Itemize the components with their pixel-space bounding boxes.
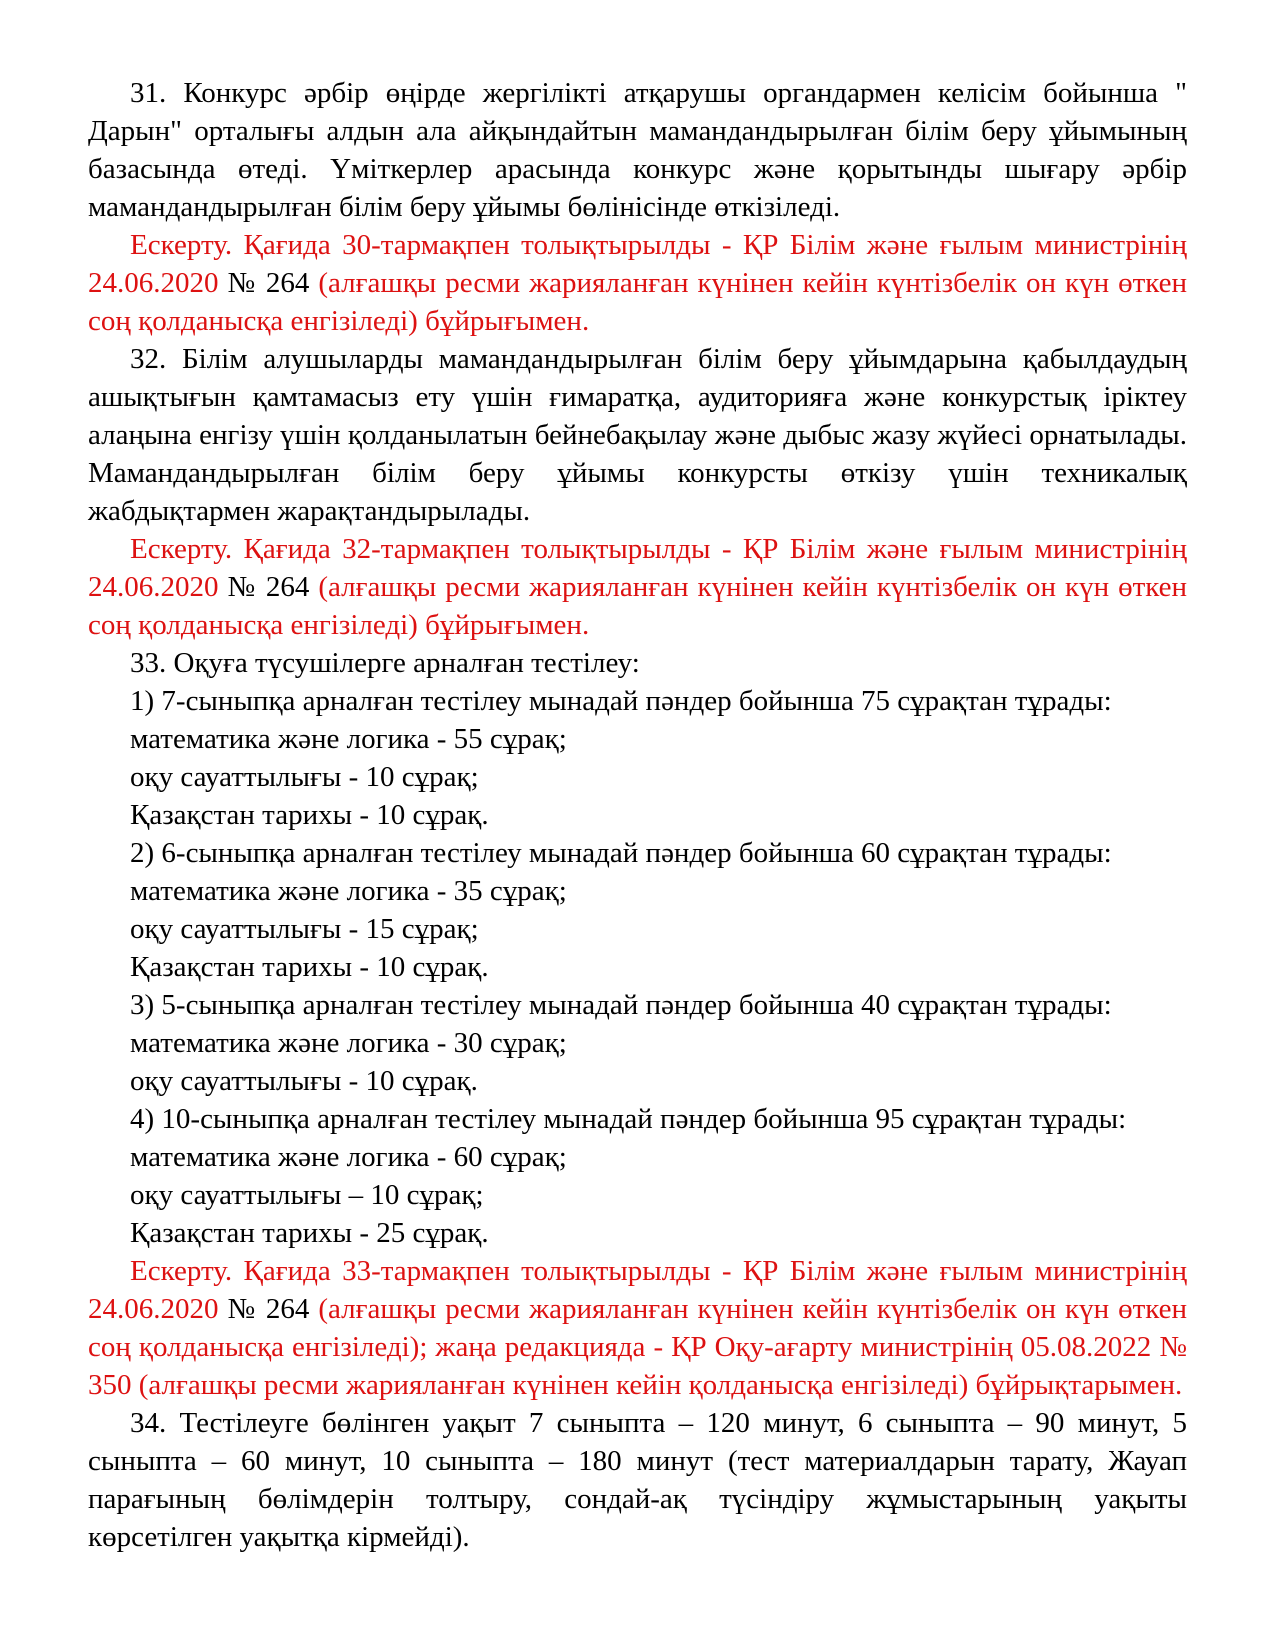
list-item-grade7 (88, 682, 1187, 720)
body-text-run: № 264 (227, 1293, 310, 1325)
list-item-grade10-math (88, 1138, 1187, 1176)
body-text-run: Қазақстан тарихы - 25 сұрақ. (130, 1217, 489, 1249)
document-body (88, 74, 1187, 1556)
body-text-run: оқу сауаттылығы - 15 сұрақ; (130, 913, 479, 945)
body-text-run: математика және логика - 35 сұрақ; (130, 875, 567, 907)
amendment-note-text: (алғашқы ресми жарияланған күнінен кейін күнтізбелік он күн өткен соң қолданысқа енгізіледі) бұйрығымен. (88, 267, 1188, 337)
body-text-run: Қазақстан тарихы - 10 сұрақ. (130, 951, 489, 983)
body-text-run: № 264 (227, 267, 310, 299)
body-text-run: оқу сауаттылығы - 10 сұрақ; (130, 761, 479, 793)
amendment-note-30 (88, 226, 1187, 340)
amendment-note-text: Ескерту. Қағида 33-тармақпен толықтырылды - ҚР Білім және ғылым министрінің 24.06.2020 (88, 1255, 1187, 1325)
paragraph-31 (88, 74, 1187, 226)
amendment-note-text: (алғашқы ресми жарияланған күнінен кейін күнтізбелік он күн өткен соң қолданысқа енгізіледі); жаңа редакцияда - ҚР Оқу-ағарту министрінің 05.08.2022 № 350 (алғашқы ресми жарияланған күнінен кейін қолданысқа енгізіледі) бұйрықтарымен. (88, 1293, 1188, 1401)
list-item-grade6-literacy (88, 910, 1187, 948)
amendment-note-text: Ескерту. Қағида 32-тармақпен толықтырылды - ҚР Білім және ғылым министрінің 24.06.2020 (88, 533, 1187, 603)
body-text-run: № 264 (227, 571, 310, 603)
body-text-run: оқу сауаттылығы - 10 сұрақ. (130, 1065, 478, 1097)
body-text-run: математика және логика - 55 сұрақ; (130, 723, 567, 755)
body-text-run: математика және логика - 30 сұрақ; (130, 1027, 567, 1059)
list-item-grade6-history (88, 948, 1187, 986)
list-item-grade5-math (88, 1024, 1187, 1062)
body-text-run: 1) 7-сыныпқа арналған тестілеу мынадай пәндер бойынша 75 сұрақтан тұрады: (130, 685, 1112, 717)
list-item-grade10 (88, 1100, 1187, 1138)
amendment-note-text: (алғашқы ресми жарияланған күнінен кейін күнтізбелік он күн өткен соң қолданысқа енгізіледі) бұйрығымен. (88, 571, 1188, 641)
list-item-grade5 (88, 986, 1187, 1024)
list-item-grade7-math (88, 720, 1187, 758)
body-text-run: 2) 6-сыныпқа арналған тестілеу мынадай пәндер бойынша 60 сұрақтан тұрады: (130, 837, 1112, 869)
body-text-run: 4) 10-сыныпқа арналған тестілеу мынадай пәндер бойынша 95 сұрақтан тұрады: (130, 1103, 1127, 1135)
body-text-run: математика және логика - 60 сұрақ; (130, 1141, 567, 1173)
list-item-grade7-literacy (88, 758, 1187, 796)
paragraph-33-intro (88, 644, 1187, 682)
paragraph-32 (88, 340, 1187, 530)
body-text-run: 32. Білім алушыларды мамандандырылған білім беру ұйымдарына қабылдаудың ашықтығын қамтамасыз ету үшін ғимаратқа, аудиторияға және конкурстық іріктеу алаңына енгізу үшін қолданылатын бейнебақылау және дыбыс жазу жүйесі орнатылады. Мамандандырылған білім беру ұйымы конкурсты өткізу үшін техникалық жабдықтармен жарақтандырылады. (88, 343, 1187, 527)
amendment-note-33 (88, 1252, 1187, 1404)
amendment-note-32 (88, 530, 1187, 644)
list-item-grade5-literacy (88, 1062, 1187, 1100)
body-text-run: оқу сауаттылығы – 10 сұрақ; (130, 1179, 484, 1211)
body-text-run: 34. Тестілеуге бөлінген уақыт 7 сыныпта – 120 минут, 6 сыныпта – 90 минут, 5 сыныпта – 60 минут, 10 сыныпта – 180 минут (тест материалдарын тарату, Жауап парағының бөлімдерін толтыру, сондай-ақ түсіндіру жұмыстарының уақыты көрсетілген уақытқа кірмейді). (88, 1407, 1187, 1553)
body-text-run: Қазақстан тарихы - 10 сұрақ. (130, 799, 489, 831)
paragraph-34 (88, 1404, 1187, 1556)
list-item-grade10-history (88, 1214, 1187, 1252)
list-item-grade6 (88, 834, 1187, 872)
body-text-run: 33. Оқуға түсушілерге арналған тестілеу: (130, 647, 640, 679)
amendment-note-text: Ескерту. Қағида 30-тармақпен толықтырылды - ҚР Білім және ғылым министрінің 24.06.2020 (88, 229, 1187, 299)
list-item-grade7-history (88, 796, 1187, 834)
body-text-run: 3) 5-сыныпқа арналған тестілеу мынадай пәндер бойынша 40 сұрақтан тұрады: (130, 989, 1112, 1021)
body-text-run: 31. Конкурс әрбір өңірде жергілікті атқарушы органдармен келісім бойынша " Дарын" орталығы алдын ала айқындайтын мамандандырылған білім беру ұйымының базасында өтеді. Үміткерлер арасында конкурс және қорытынды шығару әрбір мамандандырылған білім беру ұйымы бөлінісінде өткізіледі. (88, 77, 1187, 223)
list-item-grade6-math (88, 872, 1187, 910)
list-item-grade10-literacy (88, 1176, 1187, 1214)
